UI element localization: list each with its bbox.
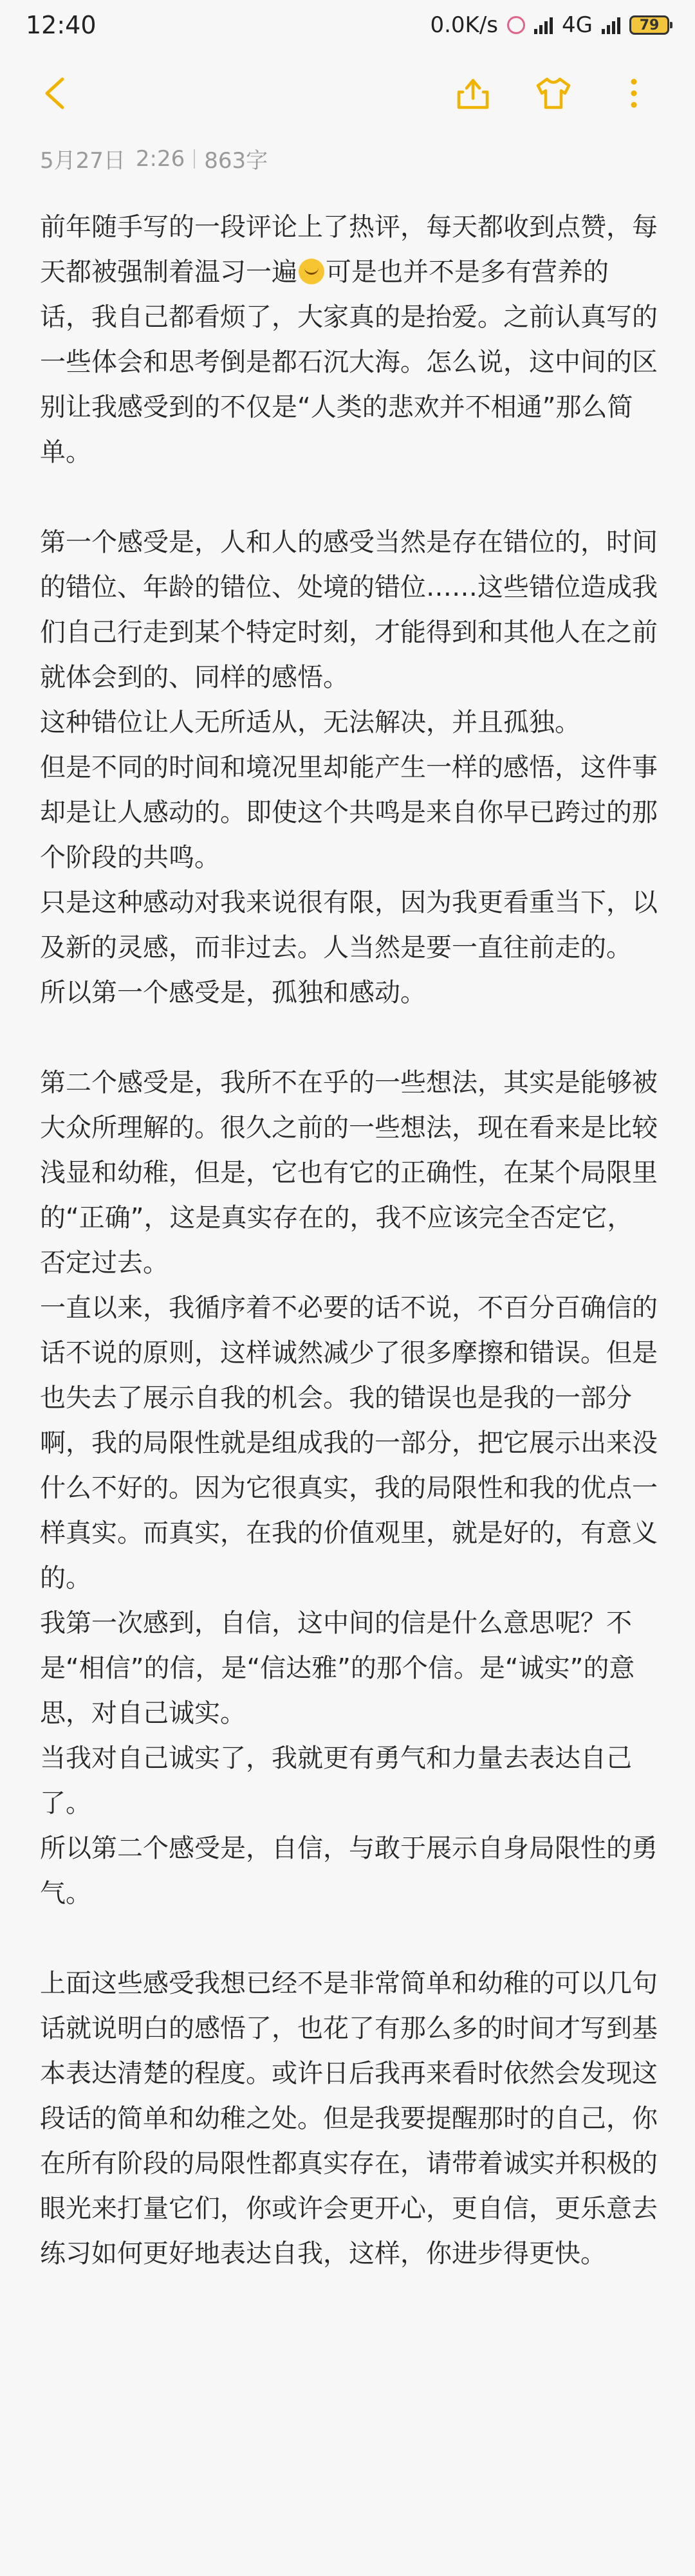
- paragraph: 我第一次感到，自信，这中间的信是什么意思呢？不是“相信”的信，是“信达雅”的那个信。是“诚实”的意思，对自己诚实。: [40, 1608, 635, 1728]
- alarm-icon: [507, 16, 525, 34]
- paragraph: 所以第二个感受是，自信，与敢于展示自身局限性的勇气。: [40, 1834, 658, 1908]
- more-vertical-icon: [627, 75, 640, 111]
- paragraph: 当我对自己诚实了，我就更有勇气和力量去表达自己了。: [40, 1743, 632, 1818]
- meta-divider: [194, 149, 195, 169]
- paragraph: 只是这种感动对我来说很有限，因为我更看重当下，以及新的灵感，而非过去。人当然是要一直往前走的。: [40, 888, 658, 962]
- signal-icon: [534, 16, 553, 34]
- share-button[interactable]: [450, 71, 496, 116]
- note-time: 2:26: [135, 145, 185, 172]
- back-button[interactable]: [32, 71, 77, 116]
- battery-icon: [629, 15, 669, 35]
- theme-button[interactable]: [531, 71, 576, 116]
- paragraph-text: 可是也并不是多有营养的话，我自己都看烦了，大家真的是抬爱。之前认真写的一些体会和思考倒是都石沉大海。怎么说，这中间的区别让我感受到的不仅是“人类的悲欢并不相通”那么简单。: [40, 257, 658, 467]
- more-button[interactable]: [611, 71, 656, 116]
- blank-line: [40, 1015, 658, 1060]
- word-count: 863字: [204, 148, 268, 174]
- network-type: 4G: [562, 12, 593, 38]
- status-indicators: [430, 12, 669, 38]
- note-toolbar: [0, 58, 695, 129]
- signal-icon-2: [602, 16, 620, 34]
- net-speed: 0.0K/s: [430, 12, 499, 38]
- paragraph: 第一个感受是，人和人的感受当然是存在错位的，时间的错位、年龄的错位、处境的错位……这些错位造成我们自己行走到某个特定时刻，才能得到和其他人在之前就体会到的、同样的感悟。: [40, 528, 658, 692]
- share-icon: [454, 74, 492, 113]
- paragraph: 上面这些感受我想已经不是非常简单和幼稚的可以几句话就说明白的感悟了，也花了有那么多的时间才写到基本表达清楚的程度。或许日后我再来看时依然会发现这段话的简单和幼稚之处。但是我要提醒那时的自己，你在所有阶段的局限性都真实存在，请带着诚实并积极的眼光来打量它们，你或许会更开心，更自信，更乐意去练习如何更好地表达自我，这样，你进步得更快。: [40, 1969, 658, 2268]
- paragraph: 一直以来，我循序着不必要的话不说，不百分百确信的话不说的原则，这样诚然减少了很多摩擦和错误。但是也失去了展示自我的机会。我的错误也是我的一部分啊，我的局限性就是组成我的一部分，把它展示出来没什么不好的。因为它很真实，我的局限性和我的优点一样真实。而真实，在我的价值观里，就是好的，有意义的。: [40, 1293, 658, 1593]
- battery-level: 79: [639, 17, 660, 33]
- note-body[interactable]: [40, 205, 658, 2276]
- paragraph: 但是不同的时间和境况里却能产生一样的感悟，这件事却是让人感动的。即使这个共鸣是来自你早已跨过的那个阶段的共鸣。: [40, 753, 658, 872]
- blank-line: [40, 1916, 658, 1961]
- note-date: 5月27日: [40, 148, 125, 174]
- status-bar: [0, 0, 695, 50]
- note-meta: [40, 143, 268, 174]
- tshirt-icon: [533, 74, 574, 113]
- chevron-left-icon: [42, 75, 68, 111]
- paragraph: 第二个感受是，我所不在乎的一些想法，其实是能够被大众所理解的。很久之前的一些想法，现在看来是比较浅显和幼稚，但是，它也有它的正确性，在某个局限里的“正确”，这是真实存在的，我不应该完全否定它，否定过去。: [40, 1068, 658, 1278]
- paragraph-text: 前年随手写的一段评论上了热评，每天都收到点赞，每天都被强制着温习一遍: [40, 212, 658, 287]
- blank-line: [40, 475, 658, 520]
- paragraph: [40, 205, 658, 475]
- paragraph: 所以第一个感受是，孤独和感动。: [40, 978, 426, 1007]
- paragraph: 这种错位让人无所适从，无法解决，并且孤独。: [40, 708, 580, 737]
- status-time: 12:40: [26, 11, 97, 39]
- laughing-emoji-icon: [299, 259, 324, 284]
